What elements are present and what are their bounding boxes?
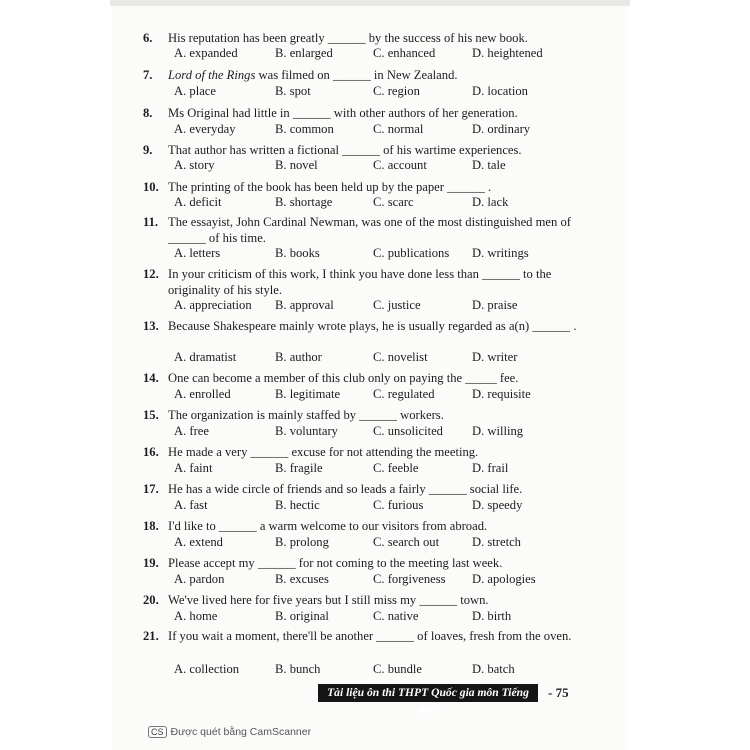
options-row <box>174 571 594 587</box>
option-b: B. hectic <box>275 498 320 512</box>
option-b: B. bunch <box>275 662 321 676</box>
option-b: B. original <box>275 609 329 623</box>
option-b: B. common <box>275 122 334 136</box>
option-c: C. region <box>373 84 420 98</box>
question-text: In your criticism of this work, I think you have done less than ______ to the originality of his style. <box>168 267 552 297</box>
option-b: B. books <box>275 246 320 260</box>
option-c: C. search out <box>373 535 440 549</box>
option-a: A. extend <box>174 535 223 549</box>
question-text: Ms Original had little in ______ with other authors of her generation. <box>168 106 518 120</box>
option-b: B. prolong <box>275 535 329 549</box>
option-d: D. writer <box>472 350 518 364</box>
question-number: 11. <box>143 215 159 229</box>
option-d: D. stretch <box>472 535 521 549</box>
option-d: D. ordinary <box>472 122 531 136</box>
option-d: D. tale <box>472 158 506 172</box>
question-text-rest: was filmed on ______ in New Zealand. <box>255 68 458 82</box>
option-a: A. fast <box>174 498 208 512</box>
footer-title: Tài liệu ôn thi THPT Quốc gia môn Tiếng Anh <box>318 684 538 702</box>
option-c: C. account <box>373 158 427 172</box>
question-text: I'd like to ______ a warm welcome to our visitors from abroad. <box>168 519 488 533</box>
options-row <box>174 349 594 365</box>
options-row <box>174 194 594 210</box>
option-b: B. spot <box>275 84 311 98</box>
option-d: D. batch <box>472 662 515 676</box>
question-text: That author has written a fictional ______ of his wartime experiences. <box>168 143 522 157</box>
option-d: D. speedy <box>472 498 523 512</box>
option-a: A. expanded <box>174 46 238 60</box>
options-row <box>174 83 594 99</box>
question-text: Please accept my ______ for not coming to the meeting last week. <box>168 556 503 570</box>
option-b: B. fragile <box>275 461 323 475</box>
option-b: B. author <box>275 350 322 364</box>
question-text: His reputation has been greatly ______ by the success of his new book. <box>168 31 528 45</box>
option-d: D. writings <box>472 246 529 260</box>
question-number: 20. <box>143 593 159 607</box>
question-number: 15. <box>143 408 159 422</box>
camscanner-icon: CS <box>148 726 167 738</box>
option-a: A. enrolled <box>174 387 231 401</box>
option-a: A. faint <box>174 461 213 475</box>
option-a: A. everyday <box>174 122 236 136</box>
question-number: 13. <box>143 319 159 333</box>
question-number: 9. <box>143 143 153 157</box>
question-text: The organization is mainly staffed by ______ workers. <box>168 408 444 422</box>
question-number: 16. <box>143 445 159 459</box>
option-c: C. furious <box>373 498 424 512</box>
option-a: A. story <box>174 158 215 172</box>
question-number: 6. <box>143 31 153 45</box>
book-title: Lord of the Rings <box>168 68 256 82</box>
question-number: 8. <box>143 106 153 120</box>
option-d: D. location <box>472 84 528 98</box>
option-a: A. appreciation <box>174 298 252 312</box>
question-number: 18. <box>143 519 159 533</box>
question-text: Because Shakespeare mainly wrote plays, he is usually regarded as a(n) ______ . <box>168 319 577 333</box>
options-row <box>174 497 594 513</box>
option-c: C. novelist <box>373 350 428 364</box>
question-number: 7. <box>143 68 153 82</box>
question-number: 17. <box>143 482 159 496</box>
options-row <box>174 297 594 313</box>
question-number: 12. <box>143 267 159 281</box>
options-row <box>174 460 594 476</box>
option-b: B. excuses <box>275 572 329 586</box>
scanner-text: Được quét bằng CamScanner <box>170 726 312 738</box>
options-row <box>174 534 594 550</box>
option-c: C. native <box>373 609 419 623</box>
question-text: The printing of the book has been held up by the paper ______ . <box>168 180 492 194</box>
options-row <box>174 608 594 624</box>
option-a: A. deficit <box>174 195 222 209</box>
question-text: The essayist, John Cardinal Newman, was one of the most distinguished men of ______ of his time. <box>168 215 571 245</box>
option-b: B. shortage <box>275 195 333 209</box>
question-text: If you wait a moment, there'll be another ______ of loaves, fresh from the oven. <box>168 629 572 643</box>
page-top-shadow <box>110 0 630 6</box>
options-row <box>174 386 594 402</box>
option-a: A. letters <box>174 246 221 260</box>
option-d: D. lack <box>472 195 509 209</box>
option-d: D. willing <box>472 424 524 438</box>
question-number: 21. <box>143 629 159 643</box>
option-c: C. regulated <box>373 387 435 401</box>
option-b: B. voluntary <box>275 424 338 438</box>
option-a: A. home <box>174 609 218 623</box>
option-a: A. place <box>174 84 216 98</box>
option-c: C. forgiveness <box>373 572 446 586</box>
question-text: He has a wide circle of friends and so leads a fairly ______ social life. <box>168 482 523 496</box>
question-text: We've lived here for five years but I still miss my ______ town. <box>168 593 489 607</box>
options-row <box>174 661 594 677</box>
option-b: B. approval <box>275 298 334 312</box>
option-a: A. pardon <box>174 572 225 586</box>
option-c: C. bundle <box>373 662 422 676</box>
option-d: D. frail <box>472 461 509 475</box>
question-text: He made a very ______ excuse for not attending the meeting. <box>168 445 479 459</box>
option-c: C. scarc <box>373 195 414 209</box>
option-a: A. free <box>174 424 209 438</box>
question-text <box>168 67 580 83</box>
option-c: C. feeble <box>373 461 419 475</box>
option-a: A. collection <box>174 662 240 676</box>
option-d: D. birth <box>472 609 512 623</box>
question-number: 10. <box>143 180 159 194</box>
option-b: B. legitimate <box>275 387 341 401</box>
options-row <box>174 423 594 439</box>
option-a: A. dramatist <box>174 350 237 364</box>
option-c: C. justice <box>373 298 421 312</box>
option-c: C. publications <box>373 246 450 260</box>
page-number: - 75 <box>548 685 569 700</box>
option-b: B. novel <box>275 158 318 172</box>
options-row <box>174 245 594 261</box>
option-b: B. enlarged <box>275 46 333 60</box>
option-d: D. praise <box>472 298 518 312</box>
options-row <box>174 121 594 137</box>
option-d: D. apologies <box>472 572 536 586</box>
option-d: D. requisite <box>472 387 531 401</box>
scanner-watermark <box>148 726 311 738</box>
option-c: C. unsolicited <box>373 424 443 438</box>
question-text: One can become a member of this club only on paying the _____ fee. <box>168 371 519 385</box>
options-row <box>174 157 594 173</box>
options-row <box>174 45 594 61</box>
option-c: C. normal <box>373 122 424 136</box>
option-d: D. heightened <box>472 46 543 60</box>
option-c: C. enhanced <box>373 46 436 60</box>
question-number: 14. <box>143 371 159 385</box>
question-number: 19. <box>143 556 159 570</box>
